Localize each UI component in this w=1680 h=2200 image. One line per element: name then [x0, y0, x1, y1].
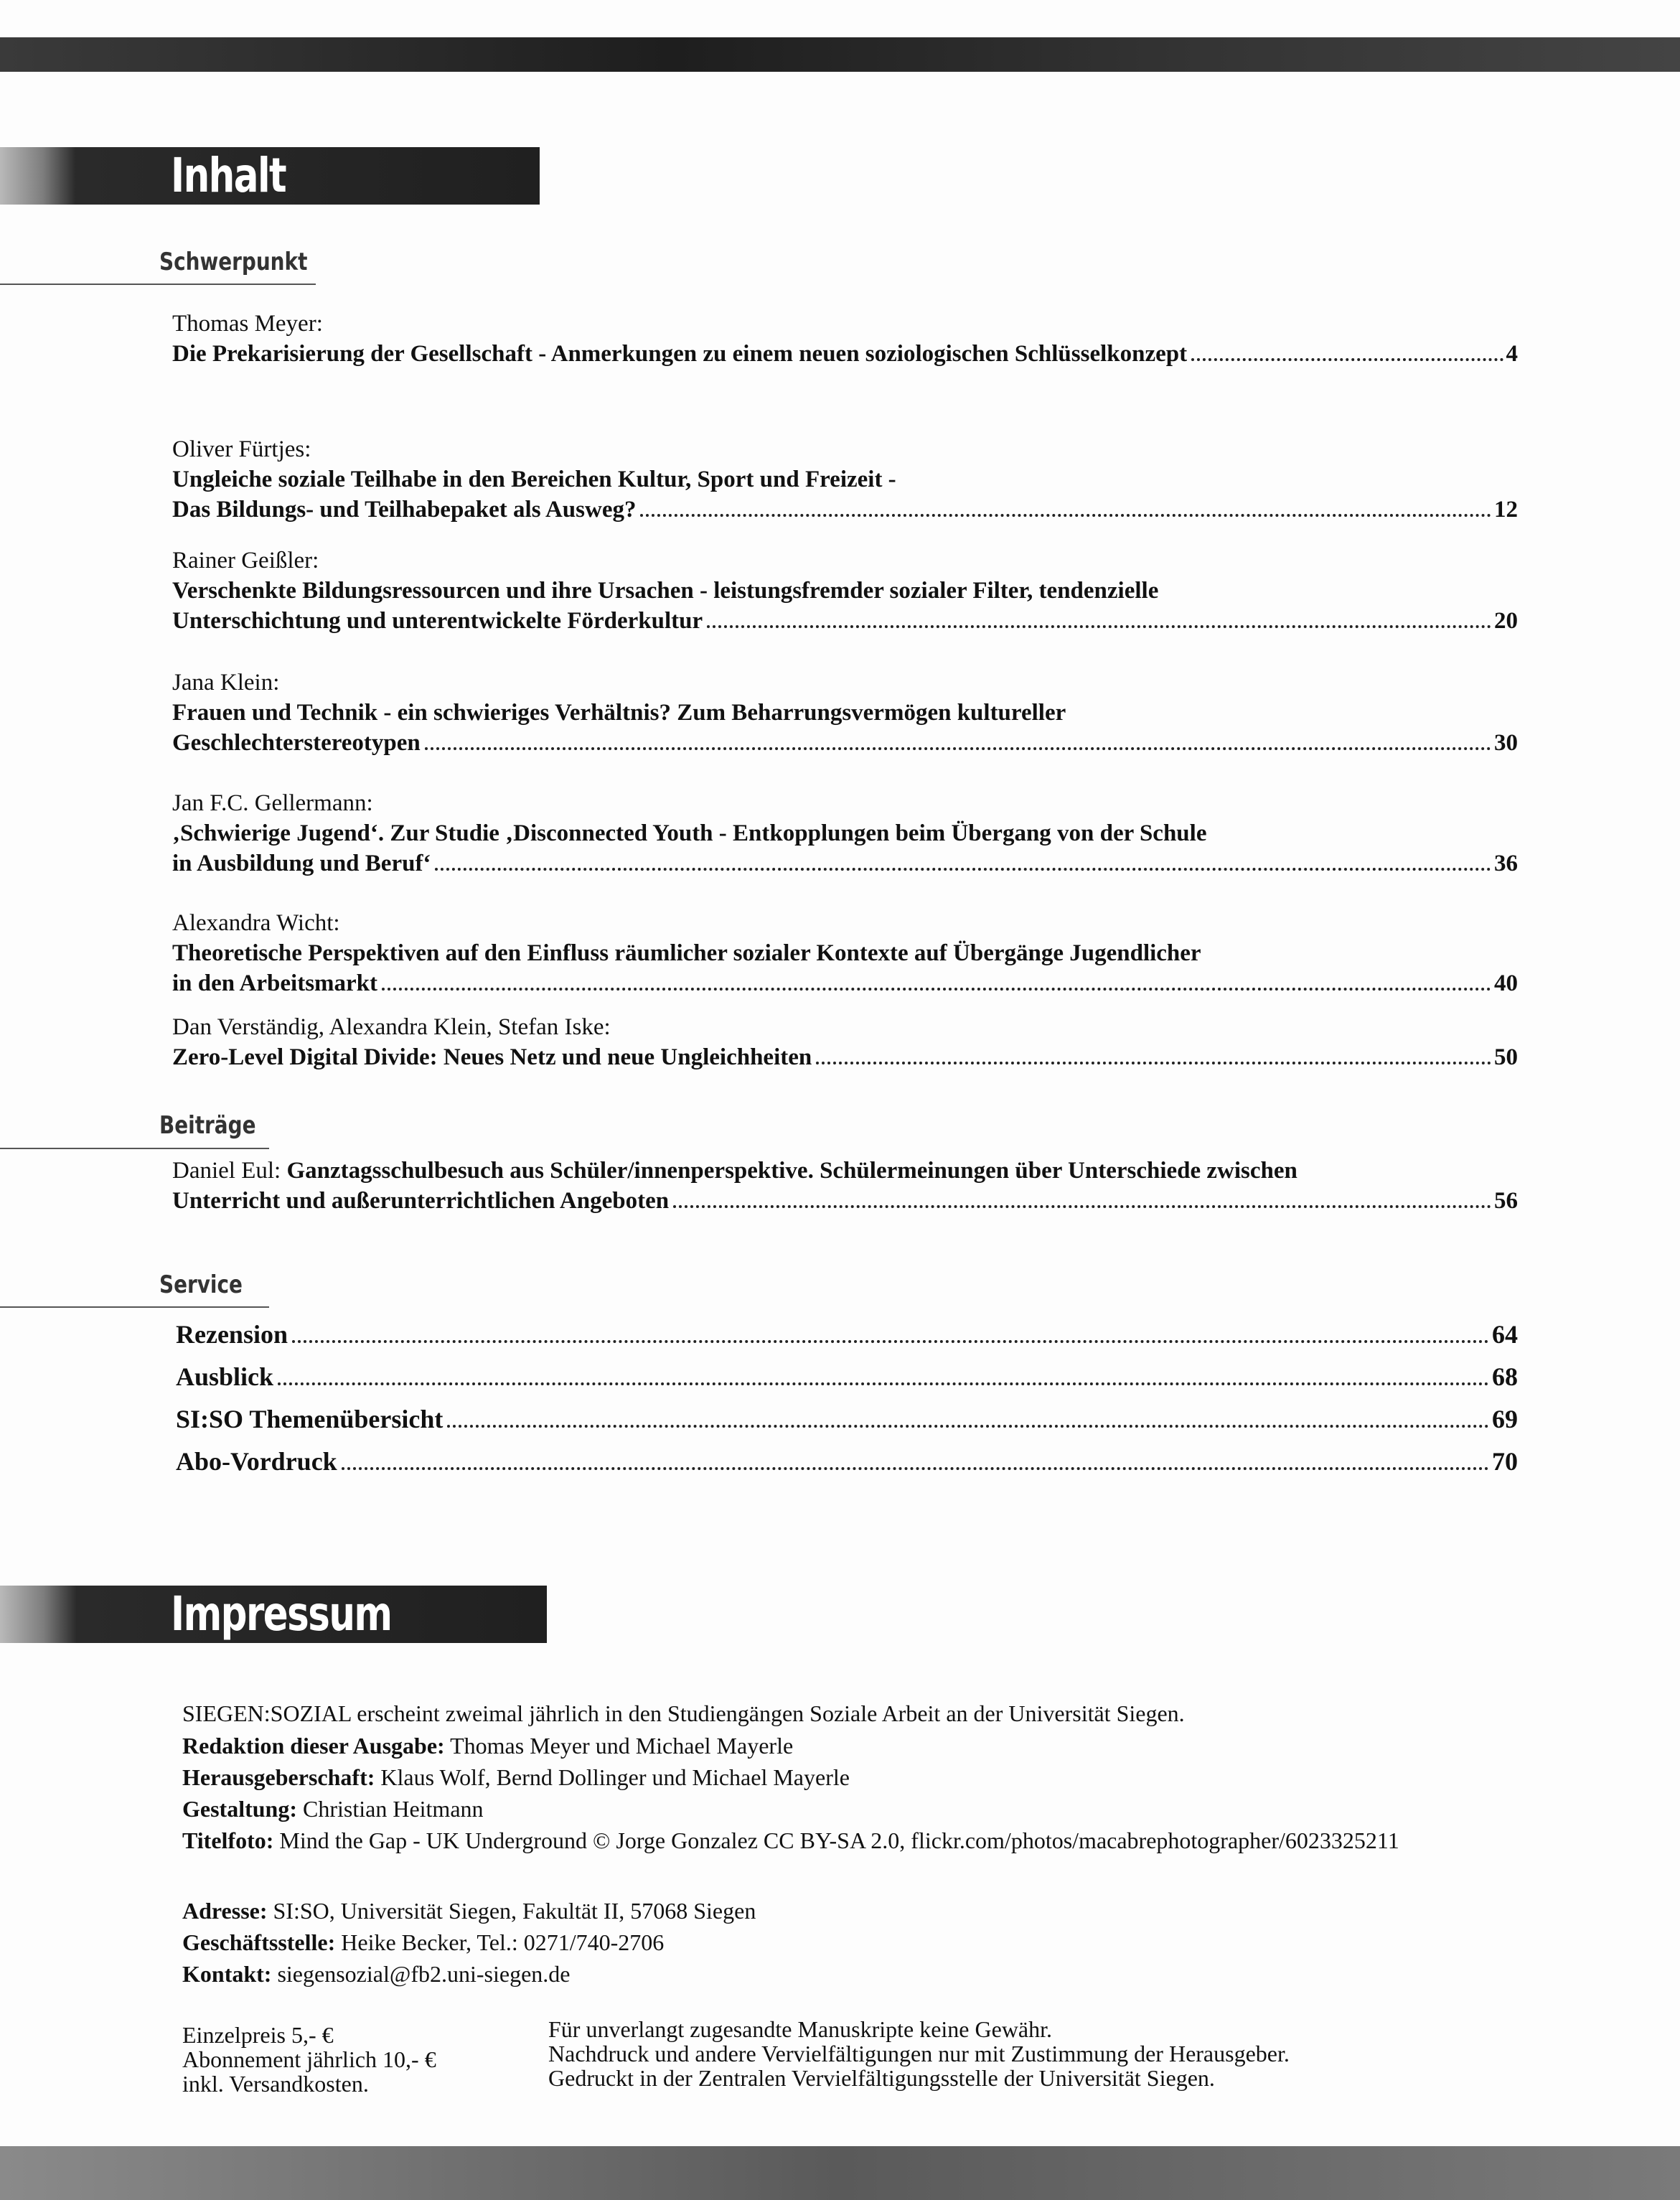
toc-page-number: 30: [1494, 730, 1518, 756]
impressum-heading: Impressum: [171, 1586, 392, 1642]
toc-title-line: Theoretische Perspektiven auf den Einfluss räumlicher sozialer Kontexte auf Übergänge Jugendlicher: [172, 940, 1201, 966]
subhead-service: Service: [159, 1270, 243, 1299]
toc-page-number: 36: [1494, 851, 1518, 876]
impressum-value: Heike Becker, Tel.: 0271/740-2706: [335, 1929, 665, 1955]
leader-dots: [435, 868, 1491, 871]
toc-entry[interactable]: [172, 908, 1518, 998]
leader-dots: [673, 1205, 1491, 1208]
impressum-key: Gestaltung:: [182, 1796, 297, 1822]
toc-page-number: 50: [1494, 1044, 1518, 1070]
toc-page-number: 12: [1494, 497, 1518, 523]
service-list: [176, 1319, 1518, 1489]
inhalt-heading: Inhalt: [171, 148, 286, 203]
service-page: 64: [1492, 1320, 1518, 1349]
toc-title-line: Verschenkte Bildungsressourcen und ihre Ursachen - leistungsfremder sozialer Filter, tendenzielle: [172, 578, 1159, 604]
service-page: 68: [1492, 1362, 1518, 1391]
impressum-key: Herausgeberschaft:: [182, 1764, 375, 1790]
leader-dots: [447, 1425, 1489, 1428]
toc-title-line: in Ausbildung und Beruf‘: [172, 851, 431, 876]
note-line: Nachdruck und andere Vervielfältigungen nur mit Zustimmung der Herausgeber.: [548, 2041, 1290, 2066]
toc-title-line: Frauen und Technik - ein schwieriges Verhältnis? Zum Beharrungsvermögen kultureller: [172, 700, 1066, 726]
impressum-key: Redaktion dieser Ausgabe:: [182, 1733, 445, 1759]
impressum-key: Kontakt:: [182, 1961, 272, 1987]
toc-entry[interactable]: [172, 434, 1518, 525]
toc-title-line: Geschlechterstereotypen: [172, 730, 421, 756]
impressum-credits: [182, 1730, 1399, 1856]
leader-dots: [640, 514, 1491, 517]
bottom-bar: [0, 2146, 1680, 2200]
impressum-row: [182, 1793, 1399, 1825]
impressum-value: Christian Heitmann: [297, 1796, 484, 1822]
service-label: Rezension: [176, 1320, 288, 1349]
service-item[interactable]: [176, 1404, 1518, 1434]
service-label: SI:SO Themenübersicht: [176, 1405, 444, 1433]
toc-page-number: 20: [1494, 608, 1518, 634]
leader-dots: [707, 625, 1491, 628]
toc-author: Alexandra Wicht:: [172, 910, 340, 936]
inhalt-heading-band: [0, 147, 540, 205]
toc-author: Oliver Fürtjes:: [172, 436, 311, 462]
leader-dots: [278, 1382, 1489, 1385]
rule-schwerpunkt: [0, 284, 316, 285]
leader-dots: [425, 747, 1491, 750]
impressum-value: Klaus Wolf, Bernd Dollinger und Michael Mayerle: [375, 1764, 850, 1790]
beitrag-page: 56: [1494, 1188, 1518, 1214]
toc-entry[interactable]: [172, 309, 1518, 369]
impressum-row: [182, 1895, 756, 1927]
impressum-row: [182, 1730, 1399, 1761]
note-line: Gedruckt in der Zentralen Vervielfältigungsstelle der Universität Siegen.: [548, 2065, 1215, 2091]
impressum-row: [182, 1958, 756, 1990]
service-label: Ausblick: [176, 1362, 274, 1391]
beitrag-author: Daniel Eul:: [172, 1158, 281, 1184]
toc-title-line: ‚Schwierige Jugend‘. Zur Studie ‚Disconnected Youth - Entkopplungen beim Übergang von der Schule: [172, 820, 1207, 846]
subhead-schwerpunkt: Schwerpunkt: [159, 248, 308, 276]
toc-author: Jan F.C. Gellermann:: [172, 790, 373, 816]
impressum-value: SI:SO, Universität Siegen, Fakultät II, 57068 Siegen: [267, 1898, 756, 1924]
leader-dots: [816, 1062, 1491, 1064]
service-item[interactable]: [176, 1319, 1518, 1349]
toc-entry[interactable]: [172, 668, 1518, 758]
toc-title-line: Die Prekarisierung der Gesellschaft - Anmerkungen zu einem neuen soziologischen Schlüsselkonzept: [172, 341, 1188, 367]
impressum-contact: [182, 1895, 756, 1990]
top-bar: [0, 37, 1680, 72]
impressum-key: Titelfoto:: [182, 1827, 274, 1853]
impressum-intro: SIEGEN:SOZIAL erscheint zweimal jährlich in den Studiengängen Soziale Arbeit an der Universität Siegen.: [182, 1700, 1185, 1726]
impressum-value: Mind the Gap - UK Underground © Jorge Gonzalez CC BY-SA 2.0, flickr.com/photos/macabrephotographer/6023325211: [273, 1827, 1399, 1853]
beitrag-title-line2: Unterricht und außerunterrichtlichen Angeboten: [172, 1188, 670, 1214]
price-line: inkl. Versandkosten.: [182, 2071, 369, 2097]
service-item[interactable]: [176, 1446, 1518, 1476]
toc-page-number: 40: [1494, 970, 1518, 996]
toc-title-line: in den Arbeitsmarkt: [172, 970, 378, 996]
impressum-value: Thomas Meyer und Michael Mayerle: [444, 1733, 794, 1759]
price-line: Einzelpreis 5,- €: [182, 2022, 334, 2048]
leader-dots: [382, 988, 1491, 991]
impressum-row: [182, 1927, 756, 1958]
toc-author: Dan Verständig, Alexandra Klein, Stefan Iske:: [172, 1014, 611, 1040]
leader-dots: [292, 1340, 1489, 1343]
beitrag-title-line1: Ganztagsschulbesuch aus Schüler/innenperspektive. Schülermeinungen über Unterschiede zwischen: [286, 1158, 1297, 1184]
note-line: Für unverlangt zugesandte Manuskripte keine Gewähr.: [548, 2016, 1053, 2042]
legal-notes: [548, 2017, 1290, 2090]
impressum-value: siegensozial@fb2.uni-siegen.de: [271, 1961, 571, 1987]
service-item[interactable]: [176, 1362, 1518, 1392]
impressum-key: Adresse:: [182, 1898, 268, 1924]
rule-service: [0, 1306, 269, 1308]
toc-entry[interactable]: [172, 1012, 1518, 1072]
toc-page-number: 4: [1506, 341, 1518, 367]
impressum-key: Geschäftsstelle:: [182, 1929, 336, 1955]
impressum-row: [182, 1761, 1399, 1793]
rule-beitraege: [0, 1148, 269, 1149]
toc-author: Rainer Geißler:: [172, 548, 319, 574]
toc-entry[interactable]: [172, 546, 1518, 636]
service-label: Abo-Vordruck: [176, 1447, 337, 1476]
price-line: Abonnement jährlich 10,- €: [182, 2046, 436, 2072]
toc-title-line: Zero-Level Digital Divide: Neues Netz und neue Ungleichheiten: [172, 1044, 812, 1070]
impressum-row: [182, 1825, 1399, 1856]
beitrag-entry[interactable]: [172, 1156, 1518, 1216]
toc-author: Thomas Meyer:: [172, 311, 323, 337]
service-page: 69: [1492, 1405, 1518, 1433]
toc-entry[interactable]: [172, 788, 1518, 879]
leader-dots: [1191, 358, 1503, 361]
service-page: 70: [1492, 1447, 1518, 1476]
price-info: [182, 2023, 436, 2096]
impressum-heading-band: [0, 1586, 547, 1643]
leader-dots: [342, 1467, 1489, 1470]
toc-author: Jana Klein:: [172, 670, 280, 696]
subhead-beitraege: Beiträge: [159, 1111, 256, 1140]
toc-title-line: Unterschichtung und unterentwickelte Förderkultur: [172, 608, 703, 634]
toc-title-line: Ungleiche soziale Teilhabe in den Bereichen Kultur, Sport und Freizeit -: [172, 467, 896, 492]
toc-title-line: Das Bildungs- und Teilhabepaket als Ausweg?: [172, 497, 637, 523]
